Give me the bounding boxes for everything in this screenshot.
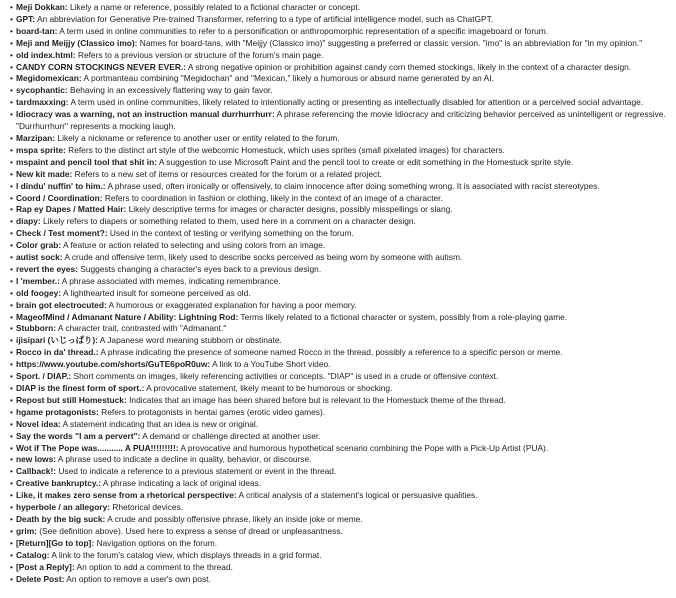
glossary-item (10, 562, 670, 574)
glossary-definition: Names for board-tans, with "Meijjy (Classico imo)" suggesting a preferred or classic version. "imo" is an abbreviation for "in my opinion." (139, 37, 643, 48)
glossary-term: Meji and Meijjy (Classico imo): (16, 37, 138, 48)
glossary-term: Idiocracy was a warning, not an instruction manual durrhurrhurr: (16, 109, 275, 120)
glossary-item (10, 300, 670, 312)
glossary-term: Megidomexican: (16, 73, 82, 84)
glossary-definition: (See definition above). Used here to express a sense of dread or unpleasantness. (39, 525, 343, 536)
glossary-term: Callback!: (16, 466, 57, 477)
glossary-item (10, 407, 670, 419)
glossary-definition: An option to remove a user's own post. (66, 573, 211, 584)
glossary-term: Stubborn: (16, 323, 57, 334)
glossary-term: new lows: (16, 454, 57, 465)
glossary-item (10, 228, 670, 240)
glossary-item (10, 14, 670, 26)
glossary-definition: Refers to a new set of items or resources created for the forum or a related project. (74, 168, 382, 179)
glossary-term: Wot if The Pope was........... A PUA!!!!!!!!!: (16, 442, 179, 453)
glossary-term: Catalog: (16, 549, 50, 560)
glossary-term: autist sock: (16, 252, 63, 263)
glossary-term: Meji Dokkan: (16, 2, 68, 12)
glossary-definition: A phrase used to indicate a decline in quality, behavior, or discourse. (57, 454, 312, 465)
glossary-definition: A suggestion to use Microsoft Paint and the pencil tool to create or edit something in the Homestuck sprite style. (158, 156, 574, 167)
glossary-term: hyperbole / an allegory: (16, 502, 111, 513)
glossary-definition: A strong negative opinion or prohibition against candy corn themed stockings, likely in the context of a character design. (187, 61, 632, 72)
glossary-term: Marzipan: (16, 132, 56, 143)
glossary-item (10, 204, 670, 216)
glossary-term: hgame protagonists: (16, 406, 99, 417)
glossary-definition: Terms likely related to a fictional character or system, possibly from a role-playing game. (240, 311, 568, 322)
glossary-definition: Used in the context of testing or verifying something on the forum. (109, 228, 354, 239)
glossary-definition: Likely descriptive terms for images or character designs, possibly misspellings or slang. (128, 204, 453, 215)
glossary-term: mspaint and pencil tool that shit in: (16, 156, 157, 167)
glossary-item (10, 502, 670, 514)
glossary-item (10, 466, 670, 478)
glossary-term: board-tan: (16, 25, 58, 36)
glossary-term: https://www.youtube.com/shorts/GuTE6poR0uw: (16, 359, 211, 370)
glossary-item (10, 109, 670, 133)
glossary-term: New kit made: (16, 168, 73, 179)
glossary-term: mspa sprite: (16, 144, 66, 155)
glossary-term: GPT: (16, 13, 36, 24)
glossary-item (10, 216, 670, 228)
glossary-definition: Likely refers to diapers or something related to them, used here in a comment on a character design. (43, 216, 416, 227)
glossary-item (10, 574, 670, 586)
glossary-item (10, 50, 670, 62)
glossary-term: old index.html: (16, 49, 76, 60)
glossary-term: I 'member.: (16, 275, 60, 286)
glossary-item (10, 347, 670, 359)
glossary-item (10, 288, 670, 300)
glossary-item (10, 73, 670, 85)
glossary-definition: Indicates that an image has been shared before but is relevant to the Homestuck theme of the thread. (129, 394, 506, 405)
glossary-item (10, 157, 670, 169)
glossary-term: Color grab: (16, 240, 62, 251)
glossary-term: [Post a Reply]: (16, 561, 75, 572)
glossary-term: revert the eyes: (16, 263, 78, 274)
glossary-definition: Refers to a previous version or structure of the forum's main page. (77, 49, 324, 60)
glossary-term: Check / Test moment?: (16, 228, 108, 239)
glossary-term: Rocco in da' thread.: (16, 347, 99, 358)
glossary-term: Rap ey Dapes / Matted Hair: (16, 204, 127, 215)
glossary-item (10, 395, 670, 407)
glossary-definition: A link to the forum's catalog view, which displays threads in a grid format. (51, 549, 322, 560)
glossary-definition: An option to add a comment to the thread. (76, 561, 233, 572)
glossary-definition: An abbreviation for Generative Pre-trained Transformer, referring to a type of artificial intelligence model, such as ChatGPT. (36, 13, 494, 24)
glossary-definition: A lighthearted insult for someone perceived as old. (63, 287, 251, 298)
glossary-term: MageofMind / Admanant Nature / Ability: Lightning Rod: (16, 311, 239, 322)
glossary-item (10, 550, 670, 562)
glossary-item (10, 240, 670, 252)
glossary-definition: A phrase indicating the presence of someone named Rocco in the thread, possibly a reference to a specific person or meme. (100, 347, 563, 358)
glossary-item (10, 252, 670, 264)
glossary-term: sycophantic: (16, 85, 68, 96)
glossary-item (10, 2, 670, 14)
glossary-item (10, 181, 670, 193)
glossary-term: Sport. / DIAP.: (16, 371, 72, 382)
glossary-term: CANDY CORN STOCKINGS NEVER EVER.: (16, 61, 187, 72)
glossary-definition: A link to a YouTube Short video. (212, 359, 331, 370)
glossary-definition: A term used in online communities to refer to a personification or anthropomorphic representation of a specific imageboard or forum. (59, 25, 549, 36)
glossary-definition: A phrase used, often ironically or offensively, to claim innocence after doing something wrong. It is associated with racist stereotypes. (107, 180, 600, 191)
glossary-item (10, 133, 670, 145)
glossary-item (10, 514, 670, 526)
glossary-term: Novel idea: (16, 418, 61, 429)
glossary-term: Creative bankruptcy.: (16, 478, 102, 489)
glossary-definition: Navigation options on the forum. (96, 537, 218, 548)
glossary-definition: A provocative and humorous hypothetical scenario combining the Pope with a Pick-Up Artist (PUA). (180, 442, 549, 453)
glossary-item (10, 383, 670, 395)
glossary-term: ijisipari (いじっぱり): (16, 335, 98, 346)
glossary-item (10, 478, 670, 490)
glossary-item (10, 454, 670, 466)
glossary-definition: A phrase referencing the movie Idiocracy and criticizing behavior perceived as unintelligent or regressive. "Durrhurrhurr" represents a mocking laugh. (16, 109, 666, 132)
glossary-term: DIAP is the finest form of sport.: (16, 383, 145, 393)
glossary-item (10, 26, 670, 38)
glossary-item (10, 193, 670, 205)
glossary-term: Say the words "I am a pervert": (16, 430, 141, 441)
glossary-item (10, 443, 670, 455)
glossary-item (10, 323, 670, 335)
glossary-definition: A provocative statement, likely meant to be humorous or shocking. (146, 383, 393, 393)
glossary-definition: Short comments on images, likely referencing activities or concepts. "DIAP" is used in a crude or offensive context. (73, 371, 499, 382)
glossary-term: I dindu' nuffin' to him.: (16, 180, 106, 191)
glossary-definition: Likely a name or reference, possibly related to a fictional character or concept. (70, 2, 361, 12)
glossary-definition: Rhetorical devices. (112, 502, 184, 513)
glossary-definition: A phrase indicating a lack of original ideas. (102, 478, 262, 489)
glossary-term: Delete Post: (16, 573, 65, 584)
glossary-definition: Refers to protagonists in hentai games (erotic video games). (101, 406, 326, 417)
glossary-definition: A statement indicating that an idea is new or original. (62, 418, 259, 429)
glossary-item (10, 97, 670, 109)
glossary-definition: A character trait, contrasted with "Admanant." (57, 323, 227, 334)
glossary-definition: A critical analysis of a statement's logical or persuasive qualities. (238, 490, 478, 501)
glossary-item (10, 490, 670, 502)
glossary-definition: A humorous or exaggerated explanation for having a poor memory. (108, 299, 357, 310)
glossary-definition: A portmanteau combining "Megidochan" and "Mexican," likely a humorous or absurd name generated by an AI. (83, 73, 494, 84)
glossary-definition: A phrase associated with memes, indicating remembrance. (61, 275, 281, 286)
glossary-term: Coord / Coordination: (16, 192, 103, 203)
glossary-definition: A feature or action related to selecting and using colors from an image. (63, 240, 326, 251)
glossary-item (10, 538, 670, 550)
glossary-item (10, 264, 670, 276)
glossary-definition: Refers to coordination in fashion or clothing, likely in the context of an image of a character. (104, 192, 443, 203)
glossary-item (10, 85, 670, 97)
glossary-term: diapy: (16, 216, 41, 227)
glossary-item (10, 526, 670, 538)
glossary-item (10, 276, 670, 288)
glossary-term: grim: (16, 525, 37, 536)
glossary-item (10, 359, 670, 371)
glossary-definition: A term used in online communities, likely related to intentionally acting or presenting as intellectually disabled for attention or a perceived social advantage. (70, 97, 644, 108)
glossary-definition: Used to indicate a reference to a previous statement or event in the thread. (58, 466, 337, 477)
glossary-item (10, 38, 670, 50)
glossary-term: Like, it makes zero sense from a rhetorical perspective: (16, 490, 237, 501)
glossary-item (10, 371, 670, 383)
glossary-term: Repost but still Homestuck: (16, 394, 127, 405)
glossary-definition: A crude and offensive term, likely used to describe socks perceived as being worn by someone with autism. (64, 252, 463, 263)
glossary-definition: Suggests changing a character's eyes back to a previous design. (80, 263, 322, 274)
glossary-item (10, 419, 670, 431)
glossary-term: Death by the big suck: (16, 513, 106, 524)
glossary-item (10, 335, 670, 347)
glossary-item (10, 62, 670, 74)
glossary-definition: A Japanese word meaning stubborn or obstinate. (99, 335, 282, 346)
glossary-definition: A demand or challenge directed at another user. (142, 430, 321, 441)
glossary-term: [Return][Go to top]: (16, 537, 95, 548)
glossary-definition: Likely a nickname or reference to another user or entity related to the forum. (57, 132, 340, 143)
glossary-item (10, 431, 670, 443)
glossary-definition: Refers to the distinct art style of the webcomic Homestuck, which uses sprites (small pixelated images) for characters. (68, 144, 505, 155)
glossary-item (10, 312, 670, 324)
glossary-term: old foogey: (16, 287, 62, 298)
glossary-definition: A crude and possibly offensive phrase, likely an inside joke or meme. (107, 513, 363, 524)
glossary-term: tardmaxxing: (16, 97, 69, 108)
glossary-term: brain got electrocuted: (16, 299, 107, 310)
glossary-item (10, 169, 670, 181)
glossary-item (10, 145, 670, 157)
glossary-definition: Behaving in an excessively flattering way to gain favor. (70, 85, 273, 96)
